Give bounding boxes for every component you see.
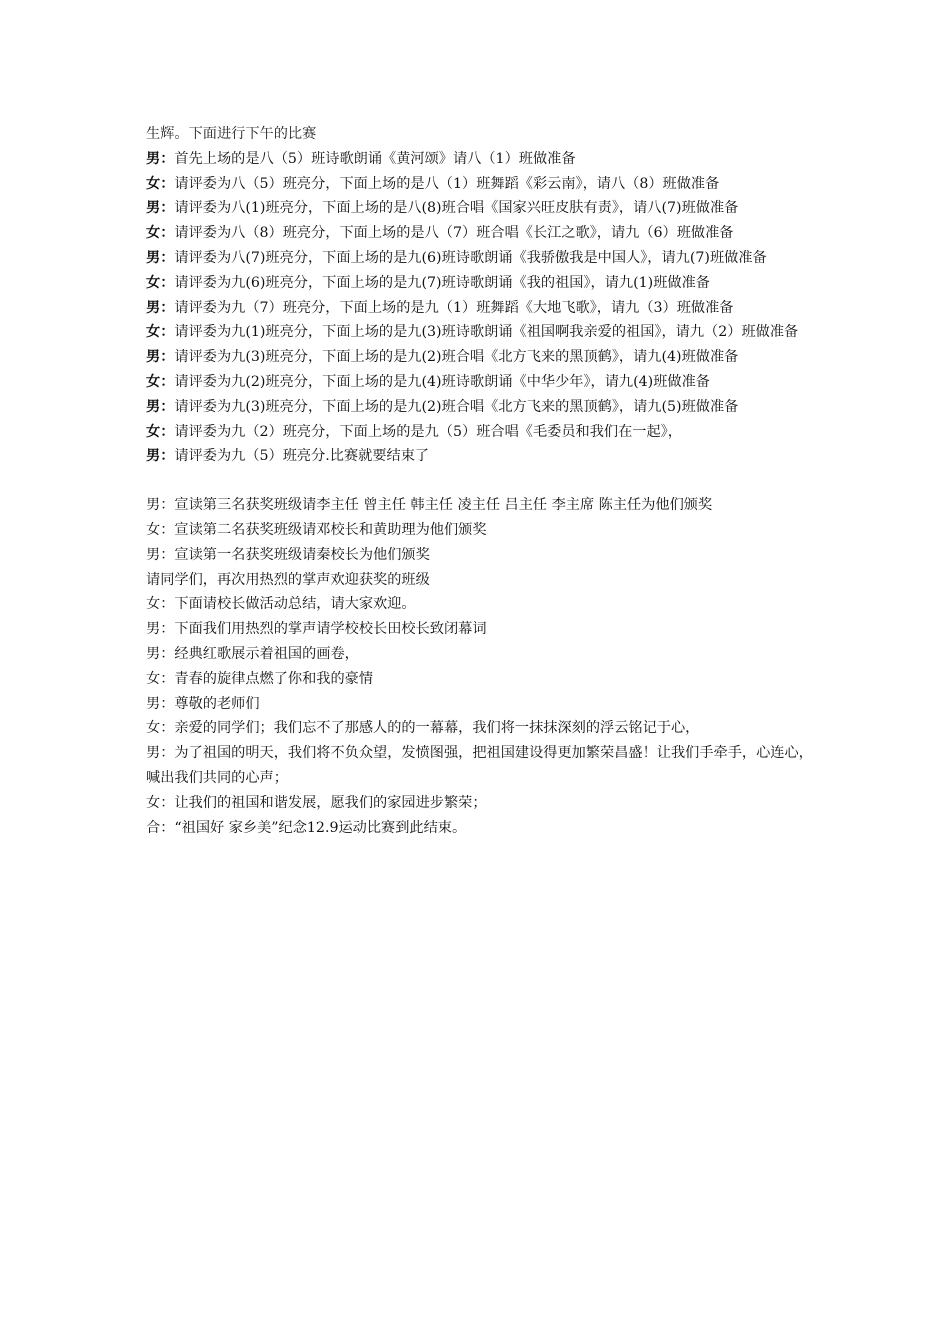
line-text: 请评委为九(1)班亮分，下面上场的是九(3)班诗歌朗诵《祖国啊我亲爱的祖国》，请九（2）班做准备 (174, 324, 799, 341)
speaker-label: 男： (146, 448, 175, 465)
closing-line: 女：青春的旋律点燃了你和我的豪情 (146, 670, 374, 687)
closing-line: 男：下面我们用热烈的掌声请学校校长田校长致闭幕词 (146, 621, 487, 638)
speaker-label: 男： (146, 150, 175, 167)
line-text: 请评委为八（5）班亮分，下面上场的是八（1）班舞蹈《彩云南》，请八（8）班做准备 (174, 175, 720, 192)
line-text: 请评委为九(3)班亮分，下面上场的是九(2)班合唱《北方飞来的黑顶鹤》，请九(4)班做准备 (174, 349, 739, 366)
speaker-label: 男： (146, 349, 175, 366)
closing-line: 男：宣读第三名获奖班级请李主任 曾主任 韩主任 凌主任 吕主任 李主席 陈主任为他们颁奖 (146, 497, 713, 514)
performance-script (146, 147, 814, 469)
script-line (146, 147, 814, 172)
speaker-label: 男： (146, 398, 175, 415)
script-line (146, 395, 814, 420)
speaker-label: 女： (146, 373, 175, 390)
script-line (146, 172, 814, 197)
line-text: 请评委为八（8）班亮分，下面上场的是八（7）班合唱《长江之歌》，请九（6）班做准备 (174, 225, 734, 242)
document-page (146, 122, 814, 840)
line-text: 请评委为九（5）班亮分.比赛就要结束了 (174, 448, 430, 465)
script-line (146, 444, 814, 469)
speaker-label: 女： (146, 324, 175, 341)
script-line (146, 296, 814, 321)
closing-script (146, 493, 814, 840)
script-line (146, 320, 814, 345)
speaker-label: 男： (146, 249, 175, 266)
speaker-label: 男： (146, 200, 175, 217)
script-line (146, 221, 814, 246)
closing-line: 男：宣读第一名获奖班级请秦校长为他们颁奖 (146, 546, 430, 563)
line-text: 请评委为八(7)班亮分，下面上场的是九(6)班诗歌朗诵《我骄傲我是中国人》，请九(7)班做准备 (174, 249, 767, 266)
line-text: 请评委为九（7）班亮分，下面上场的是九（1）班舞蹈《大地飞歌》，请九（3）班做准备 (174, 299, 734, 316)
script-line (146, 271, 814, 296)
script-line (146, 420, 814, 445)
closing-line: 女：宣读第二名获奖班级请邓校长和黄助理为他们颁奖 (146, 521, 487, 538)
closing-line: 女：让我们的祖国和谐发展，愿我们的家园进步繁荣； (146, 794, 487, 811)
paragraph-spacer (146, 469, 814, 493)
line-text: 请评委为八(1)班亮分，下面上场的是八(8)班合唱《国家兴旺皮肤有责》，请八(7)班做准备 (174, 200, 739, 217)
closing-line: 男：尊敬的老师们 (146, 695, 260, 712)
speaker-label: 男： (146, 299, 175, 316)
closing-line: 请同学们，再次用热烈的掌声欢迎获奖的班级 (146, 571, 430, 588)
line-text: 首先上场的是八（5）班诗歌朗诵《黄河颂》请八（1）班做准备 (174, 150, 576, 167)
script-line (146, 370, 814, 395)
speaker-label: 女： (146, 225, 175, 242)
speaker-label: 女： (146, 175, 175, 192)
line-text: 请评委为九(2)班亮分，下面上场的是九(4)班诗歌朗诵《中华少年》，请九(4)班做准备 (174, 373, 710, 390)
script-line (146, 246, 814, 271)
closing-line: 女：下面请校长做活动总结，请大家欢迎。 (146, 596, 416, 613)
closing-line: 女：亲爱的同学们；我们忘不了那感人的的一幕幕，我们将一抹抹深刻的浮云铭记于心， (146, 720, 700, 737)
line-text: 请评委为九（2）班亮分，下面上场的是九（5）班合唱《毛委员和我们在一起》， (174, 423, 682, 440)
script-line (146, 196, 814, 221)
closing-line: 合：“祖国好 家乡美”纪念12.9运动比赛到此结束。 (146, 819, 467, 836)
line-text: 请评委为九(3)班亮分，下面上场的是九(2)班合唱《北方飞来的黑顶鹤》，请九(5)班做准备 (174, 398, 739, 415)
closing-line: 男：为了祖国的明天，我们将不负众望，发愤图强，把祖国建设得更加繁荣昌盛！让我们手牵手，心连心，喊出我们共同的心声； (146, 745, 813, 786)
closing-line: 男：经典红歌展示着祖国的画卷， (146, 645, 359, 662)
line-text: 请评委为九(6)班亮分，下面上场的是九(7)班诗歌朗诵《我的祖国》，请九(1)班做准备 (174, 274, 710, 291)
intro-line: 生辉。下面进行下午的比赛 (146, 126, 317, 142)
speaker-label: 女： (146, 274, 175, 291)
speaker-label: 女： (146, 423, 175, 440)
script-line (146, 345, 814, 370)
